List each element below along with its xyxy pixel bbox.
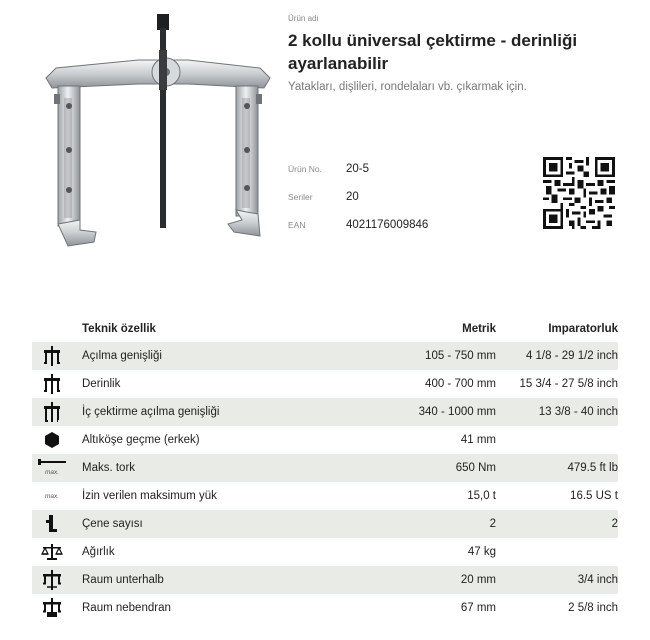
spec-name: İç çektirme açılma genişliği: [82, 406, 220, 418]
product-name-label: Ürün adı: [288, 14, 319, 23]
meta-value: 20-5: [346, 163, 370, 175]
spec-imperial: 13 3/8 - 40 inch: [538, 406, 618, 418]
puller-icon: [32, 398, 72, 426]
spec-name: Maks. tork: [82, 462, 136, 474]
spec-row: [32, 594, 618, 622]
spec-metric: 47 kg: [467, 546, 496, 558]
spec-imperial: 479.5 ft lb: [567, 462, 618, 474]
spec-metric: 2: [489, 518, 496, 530]
hexagon-icon: [32, 426, 72, 454]
product-title: [288, 29, 628, 75]
header-imperial: Imparatorluk: [548, 323, 618, 335]
product-image: [38, 10, 276, 258]
max-load-icon-text: max.: [44, 492, 60, 500]
spec-row: [32, 370, 618, 398]
scale-icon: [32, 538, 72, 566]
space-beside-icon: [32, 594, 72, 622]
meta-value: 20: [346, 191, 359, 203]
meta-key: Ürün No.: [288, 164, 323, 174]
product-info: [288, 14, 628, 93]
spec-row: [32, 342, 618, 370]
spec-name: Çene sayısı: [82, 518, 143, 530]
spec-row: [32, 454, 618, 482]
spec-metric: 105 - 750 mm: [425, 350, 496, 362]
spec-imperial: 16.5 US t: [570, 490, 618, 502]
spec-metric: 41 mm: [460, 434, 496, 446]
product-subtitle: Yatakları, dişlileri, rondelaları vb. çıkarmak için.: [288, 81, 527, 93]
spec-name: Ağırlık: [82, 546, 115, 558]
meta-row-series: [288, 183, 428, 211]
spec-row: [32, 398, 618, 426]
spec-row: [32, 566, 618, 594]
spec-name: Derinlik: [82, 378, 121, 390]
spec-row: [32, 426, 618, 454]
spec-imperial: 4 1/8 - 29 1/2 inch: [525, 350, 618, 362]
header-spec-name: Teknik özellik: [82, 323, 156, 335]
spec-name: Açılma genişliği: [82, 350, 162, 362]
max-load-icon: [32, 482, 72, 510]
torque-icon-text: max.: [44, 469, 60, 476]
two-arm-puller-photo: [38, 10, 276, 258]
spec-name: İzin verilen maksimum yük: [82, 490, 217, 502]
meta-key: Seriler: [288, 192, 313, 202]
spec-name: Raum unterhalb: [82, 574, 164, 586]
puller-icon: [32, 342, 72, 370]
spec-name: Raum nebendran: [82, 602, 171, 614]
meta-row-ean: [288, 211, 428, 239]
spec-imperial: 15 3/4 - 27 5/8 inch: [519, 378, 618, 390]
spec-metric: 15,0 t: [467, 490, 496, 502]
spec-table-header: [32, 316, 618, 342]
spec-metric: 400 - 700 mm: [425, 378, 496, 390]
spec-metric: 67 mm: [460, 602, 496, 614]
product-meta: [288, 155, 428, 239]
spec-imperial: 3/4 inch: [577, 574, 618, 586]
spec-table: [32, 316, 618, 622]
header-metric: Metrik: [462, 323, 496, 335]
product-title-line1: 2 kollu üniversal çektirme - derinliği: [288, 31, 578, 50]
spec-row: [32, 482, 618, 510]
qr-code: [543, 157, 615, 229]
spec-row: [32, 510, 618, 538]
spec-metric: 20 mm: [460, 574, 496, 586]
spec-name: Altıköşe geçme (erkek): [82, 434, 200, 446]
puller-icon: [32, 370, 72, 398]
product-title-line2: ayarlanabilir: [288, 54, 389, 73]
meta-key: EAN: [288, 220, 306, 230]
qr-code-icon: [543, 157, 615, 229]
spec-row: [32, 538, 618, 566]
meta-value: 4021176009846: [346, 219, 429, 231]
spec-metric: 340 - 1000 mm: [418, 406, 496, 418]
space-below-icon: [32, 566, 72, 594]
torque-icon: [32, 454, 72, 482]
spec-imperial: 2 5/8 inch: [568, 602, 618, 614]
meta-row-product-no: [288, 155, 428, 183]
spec-metric: 650 Nm: [455, 462, 496, 474]
spec-imperial: 2: [611, 518, 618, 530]
jaw-icon: [32, 510, 72, 538]
